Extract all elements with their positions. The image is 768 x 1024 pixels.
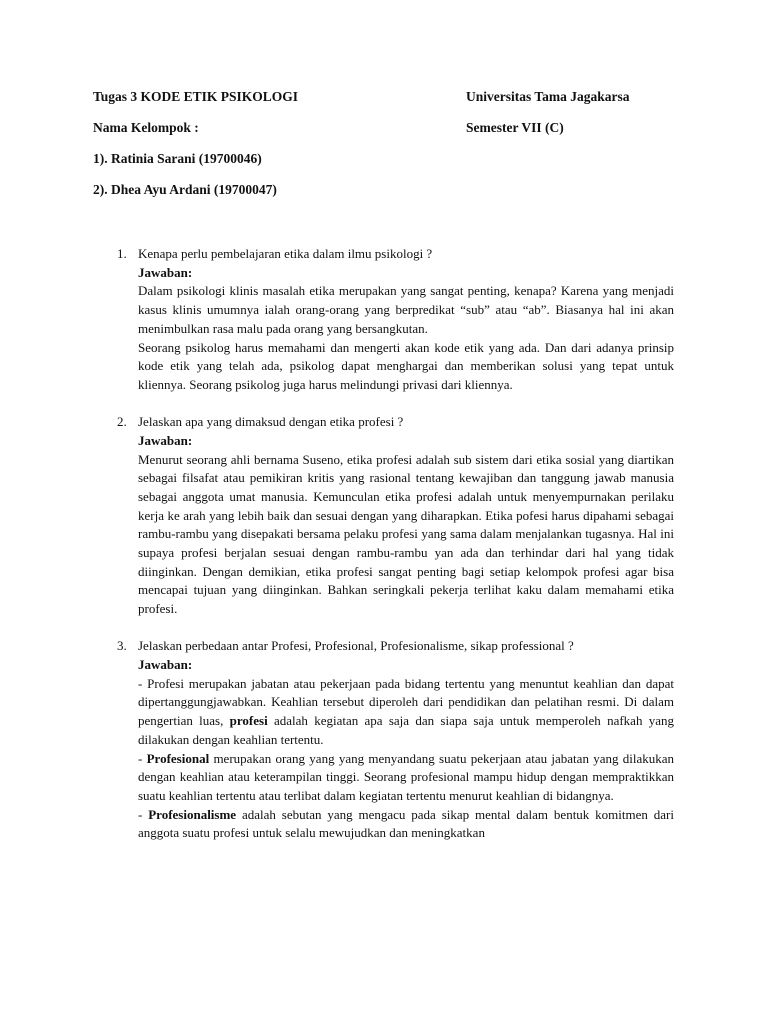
member-2: 2). Dhea Ayu Ardani (19700047) [93, 182, 277, 197]
bold-term-profesi: profesi [229, 713, 268, 729]
university-name: Universitas Tama Jagakarsa [466, 89, 630, 104]
semester-label: Semester VII (C) [466, 120, 564, 135]
answer-paragraph-profesionalisme [138, 806, 674, 843]
question-number: 2. [117, 414, 127, 430]
question-number: 1. [117, 246, 127, 261]
question-text: Kenapa perlu pembelajaran etika dalam ilmu psikologi ? [138, 246, 433, 261]
text-run: - Profesi merupakan jabatan atau pekerjaan pada bidang tertentu yang menuntut keahlian dan dapat dipertanggungjawabkan. Keahlian tersebut diperoleh dari pendidikan dan pelatihan resmi. Di dalam pengertian luas, [138, 675, 674, 729]
text-run: - [138, 806, 149, 822]
question-item-3 [117, 637, 674, 843]
answer-paragraph: Dalam psikologi klinis masalah etika merupakan yang sangat penting, kenapa? Karena yang menjadi kasus klinis umumnya ialah orang-orang yang berpredikat “sub” atau “ab”. Biasanya hal ini akan menimbulkan rasa malu pada orang yang bersangkutan. [138, 283, 674, 336]
answer-paragraph-profesional [138, 750, 674, 806]
question-item-2 [117, 413, 674, 619]
answer-paragraph: Seorang psikolog harus memahami dan mengerti akan kode etik yang ada. Dan dari adanya prinsip kode etik yang telah ada, psikolog dapat menghargai dan memberikan solusi yang tepat untuk kliennya. Seorang psikolog juga harus melindungi privasi dari kliennya. [138, 339, 674, 392]
answer-label: Jawaban: [138, 264, 193, 280]
bold-term-profesional: Profesional [146, 750, 210, 766]
answer-paragraph: Menurut seorang ahli bernama Suseno, etika profesi adalah sub sistem dari etika sosial yang diartikan sebagai filsafat atau pemikiran kritis yang rasional tentang kewajiban dan tanggung jawab manusia sebagai anggota umat manusia. Kemunculan etika profesi adalah untuk menyempurnakan perilaku kerja ke arah yang lebih baik dan sesuai dengan yang diharapkan. Etika pofesi harus dipahami sebagai rambu-rambu yang disepakati bersama pelaku profesi yang sama dalam menjalankan tugasnya. Hal ini supaya profesi berjalan sesuai dengan rambu-rambu yan ada dan terhindar dari hal yang tidak diinginkan. Dengan demikian, etika profesi sangat penting bagi setiap kelompok profesi agar bisa mencapai tujuan yang diinginkan. Bahkan seringkali pekerja terlihat kaku dalam memahami etika profesi. [138, 451, 674, 617]
question-list [117, 245, 674, 862]
question-number: 3. [117, 638, 127, 654]
question-text: Jelaskan perbedaan antar Profesi, Profesional, Profesionalisme, sikap professional ? [138, 638, 574, 654]
text-run: merupakan orang yang yang menyandang suatu pekerjaan atau jabatan yang dilakukan dengan keahlian atau keterampilan tinggi. Seorang profesional mampu hidup dengan mempraktikkan suatu keahlian tertentu atau terlibat dalam kegiatan tertentu menurut keahlian di bidangnya. [138, 750, 674, 803]
answer-paragraph-profesi [138, 675, 674, 750]
member-1: 1). Ratinia Sarani (19700046) [93, 151, 262, 166]
text-run: adalah sebutan yang mengacu pada sikap mental dalam bentuk komitmen dari anggota suatu profesi untuk selalu mewujudkan dan meningkatkan [138, 806, 674, 841]
text-run: - [138, 750, 147, 766]
answer-label: Jawaban: [138, 657, 193, 673]
question-item-1 [117, 245, 674, 395]
bold-term-profesionalisme: Profesionalisme [148, 806, 237, 822]
group-label: Nama Kelompok : [93, 120, 199, 135]
answer-label: Jawaban: [138, 432, 193, 448]
task-title: Tugas 3 KODE ETIK PSIKOLOGI [93, 89, 299, 104]
question-text: Jelaskan apa yang dimaksud dengan etika profesi ? [138, 414, 404, 430]
text-run: adalah kegiatan apa saja dan siapa saja untuk memperoleh nafkah yang dilakukan dengan keahlian tertentu. [138, 713, 674, 747]
